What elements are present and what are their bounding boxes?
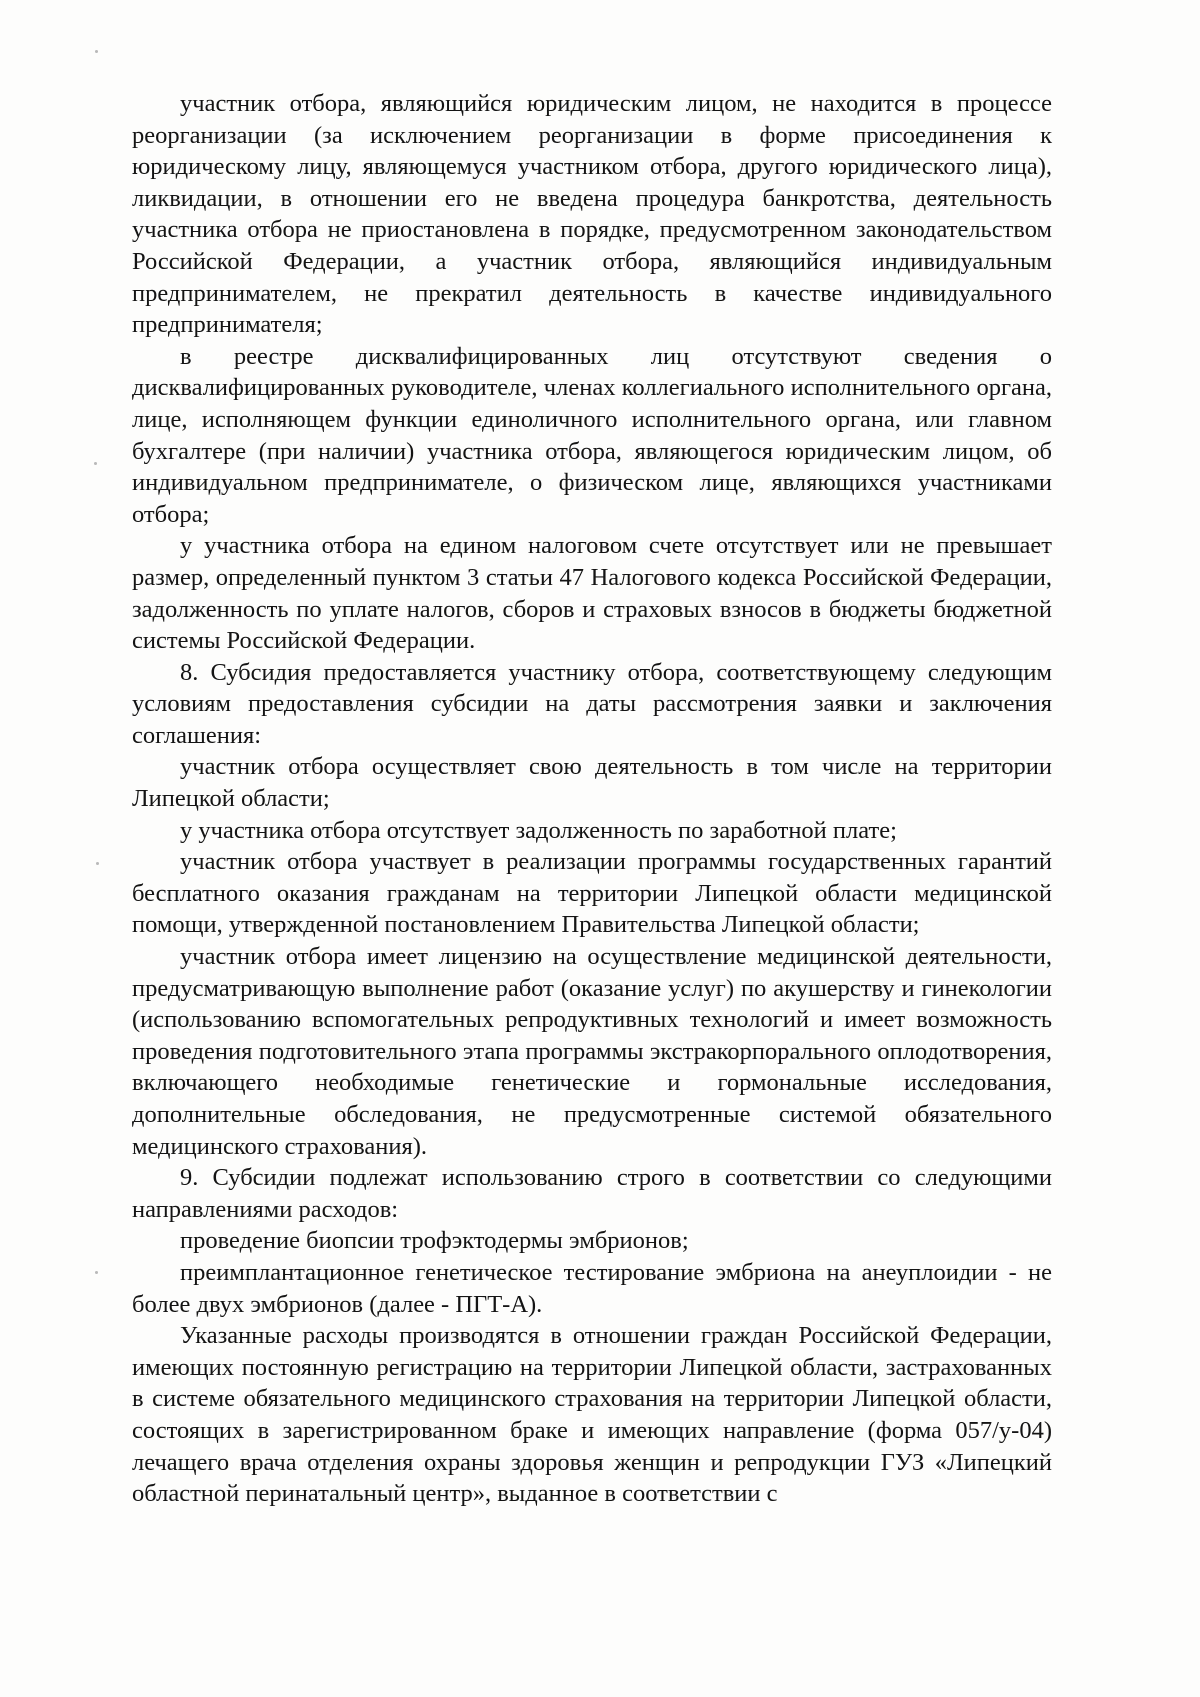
paragraph-legal-entity-status: участник отбора, являющийся юридическим лицом, не находится в процессе реорганизации (за исключением реорганизации в форме присоединения к юридическому лицу, являющемуся участником отбора, другого юридического лица), ликвидации, в отношении его не введена процедура банкротства, деятельность участника отбора не приостановлена в порядке, предусмотренном законодательством Российской Федерации, а участник отбора, являющийся индивидуальным предпринимателем, не прекратил деятельность в качестве индивидуального предпринимателя; bbox=[132, 90, 1052, 339]
paragraph-state-guarantees-program: участник отбора участвует в реализации программы государственных гарантий бесплатного оказания гражданам на территории Липецкой области медицинской помощи, утвержденной постановлением Правительства Липецкой области; bbox=[132, 848, 1052, 939]
paragraph-no-wage-debt: у участника отбора отсутствует задолженность по заработной плате; bbox=[180, 816, 897, 844]
paragraph-disqualified-registry: в реестре дисквалифицированных лиц отсутствуют сведения о дисквалифицированных руководителе, членах коллегиального исполнительного органа, лице, исполняющем функции единоличного исполнительного органа, или главном бухгалтере (при наличии) участника отбора, являющегося юридическим лицом, об индивидуальном предпринимателе, о физическом лице, являющихся участниками отбора; bbox=[132, 342, 1052, 528]
paragraph-medical-license: участник отбора имеет лицензию на осуществление медицинской деятельности, предусматривающую выполнение работ (оказание услуг) по акушерству и гинекологии (использованию вспомогательных репродуктивных технологий и имеет возможность проведения подготовительного этапа программы экстракорпорального оплодотворения, включающего необходимые генетические и гормональные исследования, дополнительные обследования, не предусмотренные системой обязательного медицинского страхования). bbox=[132, 943, 1052, 1160]
paragraph-section-8: 8. Субсидия предоставляется участнику отбора, соответствующему следующим условиям предоставления субсидии на даты рассмотрения заявки и заключения соглашения: bbox=[132, 658, 1052, 749]
paragraph-tax-debt: у участника отбора на едином налоговом счете отсутствует или не превышает размер, определенный пунктом 3 статьи 47 Налогового кодекса Российской Федерации, задолженность по уплате налогов, сборов и страховых взносов в бюджеты бюджетной системы Российской Федерации. bbox=[132, 532, 1052, 655]
paragraph-lipetsk-activity: участник отбора осуществляет свою деятельность в том числе на территории Липецкой области; bbox=[132, 753, 1052, 813]
paragraph-pgt-a: преимплантационное генетическое тестирование эмбриона на анеуплоидии - не более двух эмбрионов (далее - ПГТ-А). bbox=[132, 1258, 1052, 1318]
paragraph-biopsy: проведение биопсии трофэктодермы эмбрионов; bbox=[180, 1227, 689, 1255]
scan-speck bbox=[95, 1271, 98, 1274]
document-body bbox=[132, 88, 1052, 1510]
scan-speck bbox=[96, 862, 99, 865]
paragraph-section-9: 9. Субсидии подлежат использованию строго в соответствии со следующими направлениями расходов: bbox=[132, 1164, 1052, 1223]
scan-speck bbox=[94, 462, 97, 465]
scan-speck bbox=[95, 50, 98, 53]
paragraph-expenses-recipients: Указанные расходы производятся в отношении граждан Российской Федерации, имеющих постоянную регистрацию на территории Липецкой области, застрахованных в системе обязательного медицинского страхования на территории Липецкой области, состоящих в зарегистрированном браке и имеющих направление (форма 057/у-04) лечащего врача отделения охраны здоровья женщин и репродукции ГУЗ «Липецкий областной перинатальный центр», выданное в соответствии с bbox=[132, 1322, 1052, 1508]
